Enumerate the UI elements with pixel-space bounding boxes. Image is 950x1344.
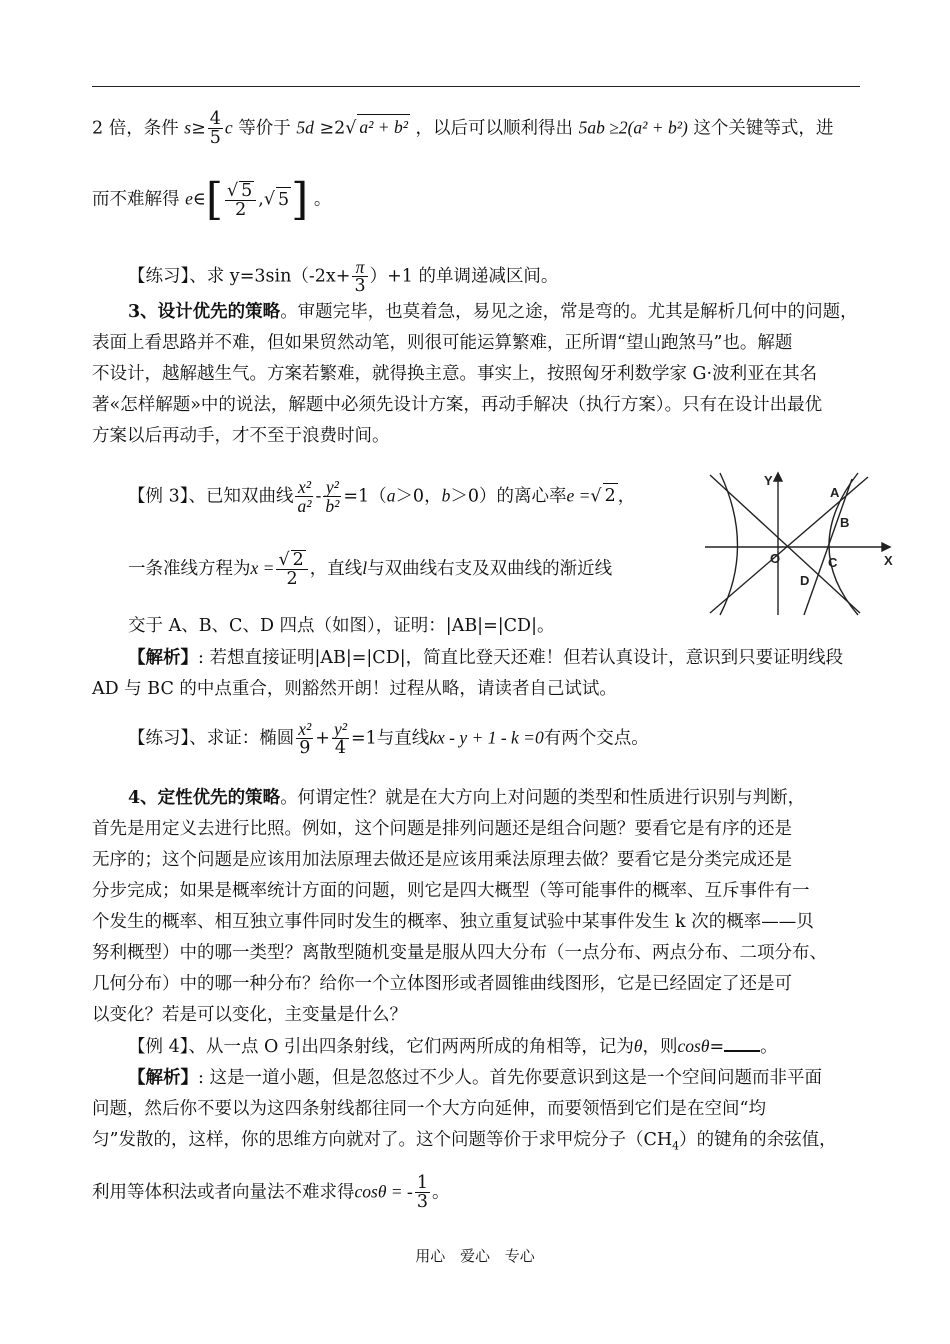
y-axis-arrow: [774, 473, 782, 481]
example-3-line: 【例 3】、已知双曲线 $\frac{\text{x²}}{\text{a²}}$ - $\frac{\text{y²}}{\text{b²}}$ =1（a＞0，b＞0）的离心率e =√ 2 ，: [128, 477, 636, 517]
example-4: 【例 4】、从一点 O 引出四条射线，它们两两所成的角相等，记为θ，则cosθ= 。: [128, 1036, 778, 1057]
text-line: 2 倍，条件 s≥ $\frac{4}{5}$ c 等价于 5d ≥2√ a² + b² ，以后可以顺利得出 5ab ≥2(a² + b²) 这个关键等式，进: [92, 109, 834, 149]
section-4-line: 几何分布）中的哪一种分布？给你一个立体图形或者圆锥曲线图形，它是已经固定了还是可: [92, 974, 792, 994]
analysis-4-line: 利用等体积法或者向量法不难求得cosθ = - $\frac{1}{3}$ 。: [92, 1173, 450, 1213]
section-3-line: 著«怎样解题»中的说法，解题中必须先设计方案，再动手解决（执行方案）。只有在设计出最优: [92, 395, 823, 415]
answer-blank: [724, 1036, 760, 1052]
point-c-label: C: [828, 555, 838, 570]
section-3-line: 表面上看思路并不难，但如果贸然动笔，则很可能运算繁难，正所谓“望山跑煞马”也。解题: [92, 333, 793, 353]
section-4-line: 努利概型）中的哪一类型？离散型随机变量是服从四大分布（一点分布、两点分布、二项分布、: [92, 943, 827, 963]
analysis-3-line: 【解析】: 若想直接证明|AB|=|CD|，简直比登天还难！但若认真设计，意识到只要证明线段: [128, 648, 844, 668]
section-4-line: 分步完成；如果是概率统计方面的问题，则它是四大概型（等可能事件的概率、互斥事件有一: [92, 881, 810, 901]
y-label: Y: [764, 473, 773, 488]
point-d-label: D: [800, 573, 810, 588]
point-b-label: B: [840, 515, 850, 530]
section-3-line: 方案以后再动手，才不至于浪费时间。: [92, 426, 390, 446]
header-rule: [92, 86, 860, 87]
point-a-label: A: [830, 485, 840, 500]
example-3-line: 一条准线方程为x = $\frac{√ 2}{2}$ ，直线l与双曲线右支及双曲线的渐近线: [128, 550, 613, 590]
exercise-1: 【练习】、求 y=3sin（-2x+ $\frac{\pi}{3}$ ）+1 的单调递减区间。: [128, 257, 559, 297]
section-3-line: 3、设计优先的策略。审题完毕，也莫着急，易见之途，常是弯的。尤其是解析几何中的问题，: [128, 302, 858, 322]
analysis-4-line: 【解析】: 这是一道小题，但是忽悠过不少人。首先你要意识到这是一个空间问题而非平面: [128, 1068, 822, 1088]
section-4-line: 首先是用定义去进行比照。例如，这个问题是排列问题还是组合问题？要看它是有序的还是: [92, 819, 792, 839]
analysis-4-line: 问题，然后你不要以为这四条射线都往同一个大方向延伸，而要领悟到它们是在空间“均: [92, 1099, 766, 1119]
hyperbola-figure: [700, 465, 900, 625]
x-axis-arrow: [882, 543, 890, 551]
page-footer: 用心 爱心 专心: [415, 1247, 535, 1265]
section-4-line: 无序的；这个问题是应该用加法原理去做还是应该用乘法原理去做？要看它是分类完成还是: [92, 850, 792, 870]
origin-label: O: [770, 551, 781, 566]
section-4-line: 以变化？若是可以变化，主变量是什么？: [92, 1005, 407, 1025]
section-3-line: 不设计，越解越生气。方案若繁难，就得换主意。事实上，按照匈牙利数学家 G·波利亚在其名: [92, 364, 818, 384]
text-line: 而不难解得 e∈[ $\frac{√ 5}{2}$ ,√ 5] 。: [92, 174, 332, 225]
x-label: X: [884, 553, 893, 568]
exercise-2: 【练习】、求证：椭圆 $\frac{\text{x²}}{9}$ + $\frac{\text{y²}}{4}$ =1与直线kx - y + 1 - k =0有两个交点。: [128, 719, 649, 759]
analysis-3-line: AD 与 BC 的中点重合，则豁然开朗！过程从略，请读者自己试试。: [92, 679, 617, 699]
hyperbola-left-branch: [720, 473, 738, 615]
section-4-line: 4、定性优先的策略。何谓定性？就是在大方向上对问题的类型和性质进行识别与判断，: [128, 788, 806, 808]
section-4-line: 个发生的概率、相互独立事件同时发生的概率、独立重复试验中某事件发生 k 次的概率——贝: [92, 912, 814, 932]
example-3-line: 交于 A、B、C、D 四点（如图），证明：|AB|=|CD|。: [128, 616, 555, 636]
analysis-4-line: 匀”发散的，这样，你的思维方向就对了。这个问题等价于求甲烷分子$(CH_4)$的键角的余弦值，: [92, 1130, 837, 1153]
